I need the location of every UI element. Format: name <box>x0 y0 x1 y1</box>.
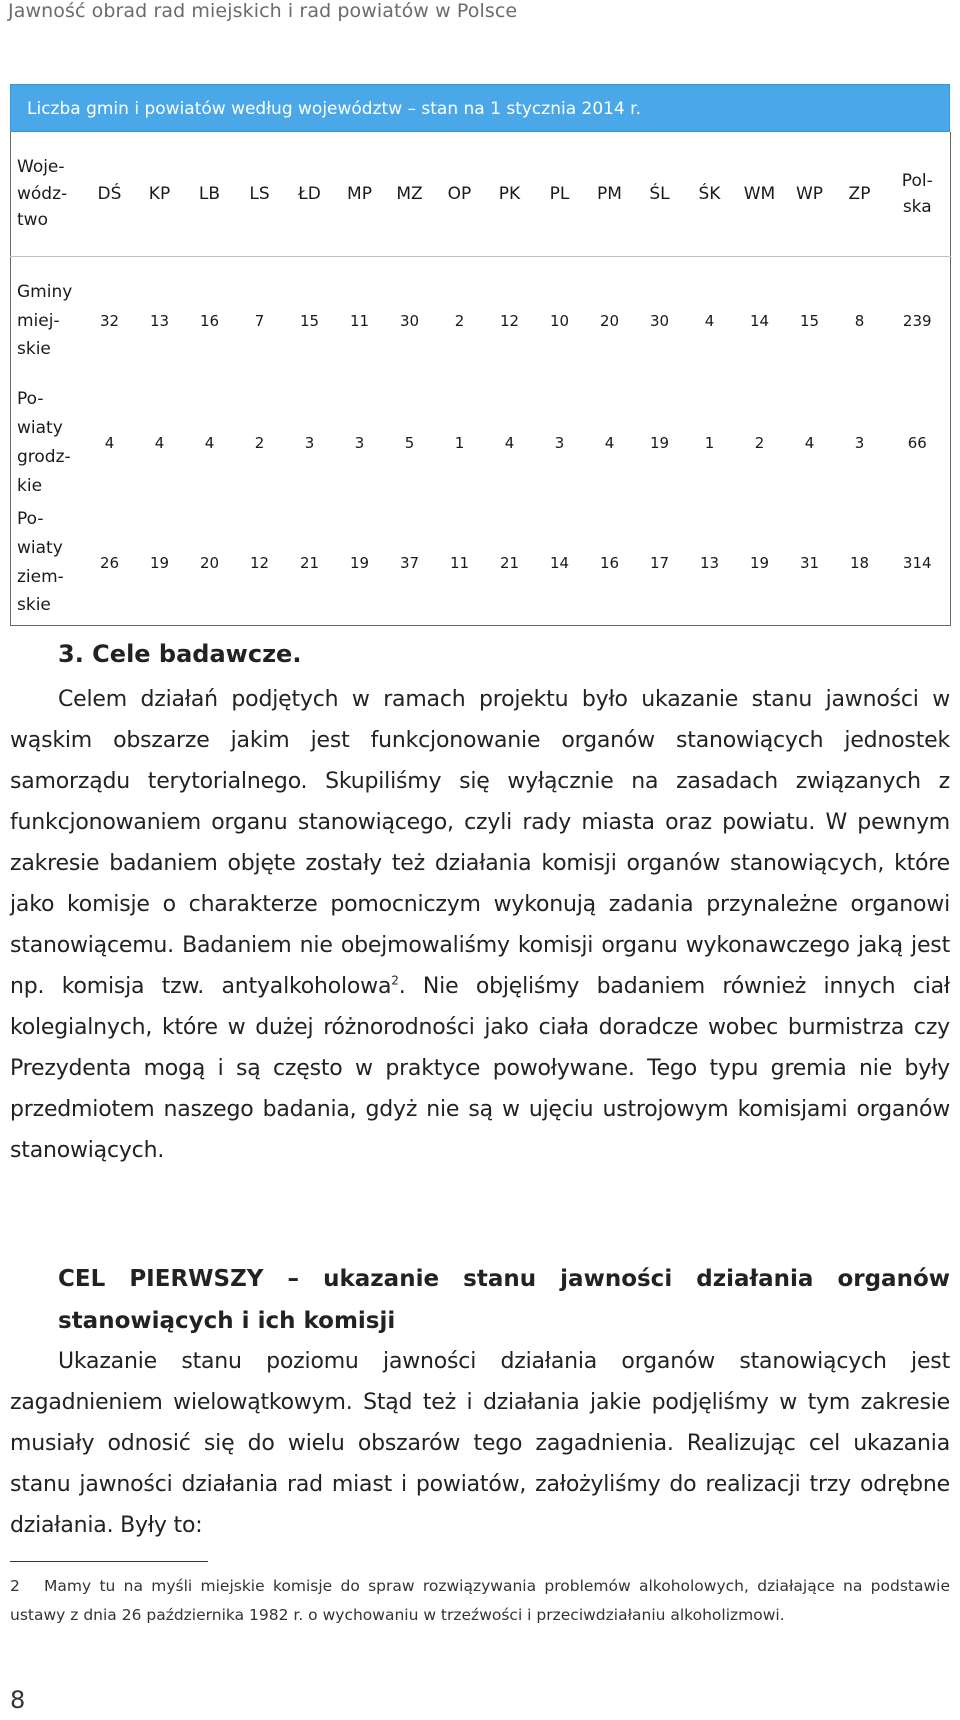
table-cell: 11 <box>449 553 470 572</box>
table-cell: 3 <box>354 433 365 452</box>
table-cell: 4 <box>204 433 215 452</box>
table-cell: 37 <box>399 553 420 572</box>
stats-table <box>10 132 951 626</box>
table-cell: 13 <box>699 553 720 572</box>
table-cell: 15 <box>785 257 835 386</box>
table-cell: 20 <box>199 553 220 572</box>
table-cell: 19 <box>349 553 370 572</box>
voivodeship-table <box>10 84 950 626</box>
table-cell: 4 <box>604 433 615 452</box>
table-cell: 3 <box>554 433 565 452</box>
table-cell: 2 <box>435 257 485 386</box>
column-header: WM <box>743 184 776 204</box>
table-cell: 19 <box>649 433 670 452</box>
page-number: 8 <box>10 1686 26 1714</box>
table-cell: 17 <box>649 553 670 572</box>
table-header-row <box>11 132 951 257</box>
table-cell: 13 <box>135 257 185 386</box>
column-header: WP <box>795 184 824 204</box>
table-cell: 11 <box>335 257 385 386</box>
table-cell: 1 <box>704 433 715 452</box>
table-cell: 7 <box>235 257 285 386</box>
column-header: PL <box>549 184 570 204</box>
column-header: LB <box>198 184 221 204</box>
footnote-reference[interactable]: 2 <box>391 973 399 988</box>
column-header: DŚ <box>97 184 122 204</box>
table-cell: 16 <box>599 553 620 572</box>
table-cell: 5 <box>404 433 415 452</box>
table-cell: 21 <box>299 553 320 572</box>
table-cell: 4 <box>685 257 735 386</box>
column-header: MP <box>347 184 372 204</box>
table-cell: 19 <box>149 553 170 572</box>
table-cell: 2 <box>754 433 765 452</box>
table-cell: 19 <box>749 553 770 572</box>
goal-heading: CEL PIERWSZY – ukazanie stanu jawności działania organów stanowiących i ich komisji <box>58 1266 950 1334</box>
footnote <box>10 1572 950 1630</box>
table-cell: 32 <box>85 257 135 386</box>
column-header: KP <box>148 184 171 204</box>
table-cell: 3 <box>304 433 315 452</box>
column-header: PM <box>597 184 622 204</box>
table-cell: 20 <box>585 257 635 386</box>
total-cell: 66 <box>907 433 927 452</box>
section-heading: 3. Cele badawcze. <box>58 640 302 668</box>
row-label: Gminy miej- skie <box>11 257 85 386</box>
table-cell: 12 <box>485 257 535 386</box>
column-header: PK <box>498 184 521 204</box>
running-header: Jawność obrad rad miejskich i rad powiatów w Polsce <box>8 0 518 22</box>
table-cell: 4 <box>804 433 815 452</box>
table-cell: 2 <box>254 433 265 452</box>
table-cell: 12 <box>249 553 270 572</box>
column-header: MZ <box>396 184 423 204</box>
row-label: Po- wiaty ziem- skie <box>17 508 64 616</box>
total-cell: 314 <box>902 553 932 572</box>
footnote-text: Mamy tu na myśli miejskie komisje do spraw rozwiązywania problemów alkoholowych, działające na podstawie ustawy z dnia 26 października 1982 r. o wychowaniu w trzeźwości i przeciwdziałaniu alkoholizmowi. <box>10 1577 950 1624</box>
corner-label: Woje- wódz- two <box>17 157 68 231</box>
table-cell: 4 <box>154 433 165 452</box>
footnote-number: 2 <box>10 1577 20 1595</box>
table-cell: 14 <box>549 553 570 572</box>
table-cell: 30 <box>635 257 685 386</box>
table-cell: 3 <box>854 433 865 452</box>
table-cell: 16 <box>185 257 235 386</box>
table-cell: 4 <box>104 433 115 452</box>
section-paragraph: Celem działań podjętych w ramach projektu było ukazanie stanu jawności w wąskim obszarze jakim jest funkcjonowanie organów stanowiących jednostek samorządu terytorialnego. Skupiliśmy się wyłącznie na zasadach związanych z funkcjonowaniem organu stanowiącego, czyli rady miasta oraz powiatu. W pewnym zakresie badaniem objęte zostały też działania komisji organów stanowiących, które jako komisje o charakterze pomocniczym wykonują zadania przynależne organowi stanowiącemu. Badaniem nie obejmowaliśmy komisji organu wykonawczego jaką jest np. komisja tzw. antyalkoholowa$^2$. Nie objęliśmy badaniem również innych ciał kolegialnych, które w dużej różnorodności jako ciała doradcze wobec burmistrza czy Prezydenta mogą i są często w praktyce powoływane. Tego typu gremia nie były przedmiotem naszego badania, gdyż nie są w ujęciu ustrojowym komisjami organów stanowiących. <box>10 687 950 1163</box>
table-row <box>11 257 951 386</box>
table-row <box>11 501 951 626</box>
total-column-header: Pol- ska <box>901 170 933 217</box>
table-cell: 15 <box>285 257 335 386</box>
table-cell: 4 <box>504 433 515 452</box>
row-label: Po- wiaty grodz- kie <box>17 389 71 496</box>
table-cell: 26 <box>99 553 120 572</box>
table-cell: 10 <box>535 257 585 386</box>
table-cell: 8 <box>835 257 885 386</box>
table-cell: 31 <box>799 553 820 572</box>
table-caption: Liczba gmin i powiatów według województw – stan na 1 stycznia 2014 r. <box>10 84 950 132</box>
footnote-divider <box>10 1561 208 1562</box>
column-header: OP <box>447 184 472 204</box>
column-header: ŚL <box>649 184 670 204</box>
table-row <box>11 385 951 501</box>
column-header: ŁD <box>298 184 321 204</box>
column-header: LS <box>249 184 270 204</box>
table-cell: 30 <box>385 257 435 386</box>
total-cell: 239 <box>885 257 951 386</box>
goal-paragraph: Ukazanie stanu poziomu jawności działania organów stanowiących jest zagadnieniem wielowątkowym. Stąd też i działania jakie podjęliśmy w tym zakresie musiały odnosić się do wielu obszarów tego zagadnienia. Realizując cel ukazania stanu jawności działania rad miast i powiatów, założyliśmy do realizacji trzy odrębne działania. Były to: <box>10 1349 950 1538</box>
table-cell: 18 <box>849 553 870 572</box>
column-header: ZP <box>848 184 871 204</box>
column-header: ŚK <box>698 184 721 204</box>
table-cell: 14 <box>735 257 785 386</box>
table-cell: 21 <box>499 553 520 572</box>
table-cell: 1 <box>454 433 465 452</box>
